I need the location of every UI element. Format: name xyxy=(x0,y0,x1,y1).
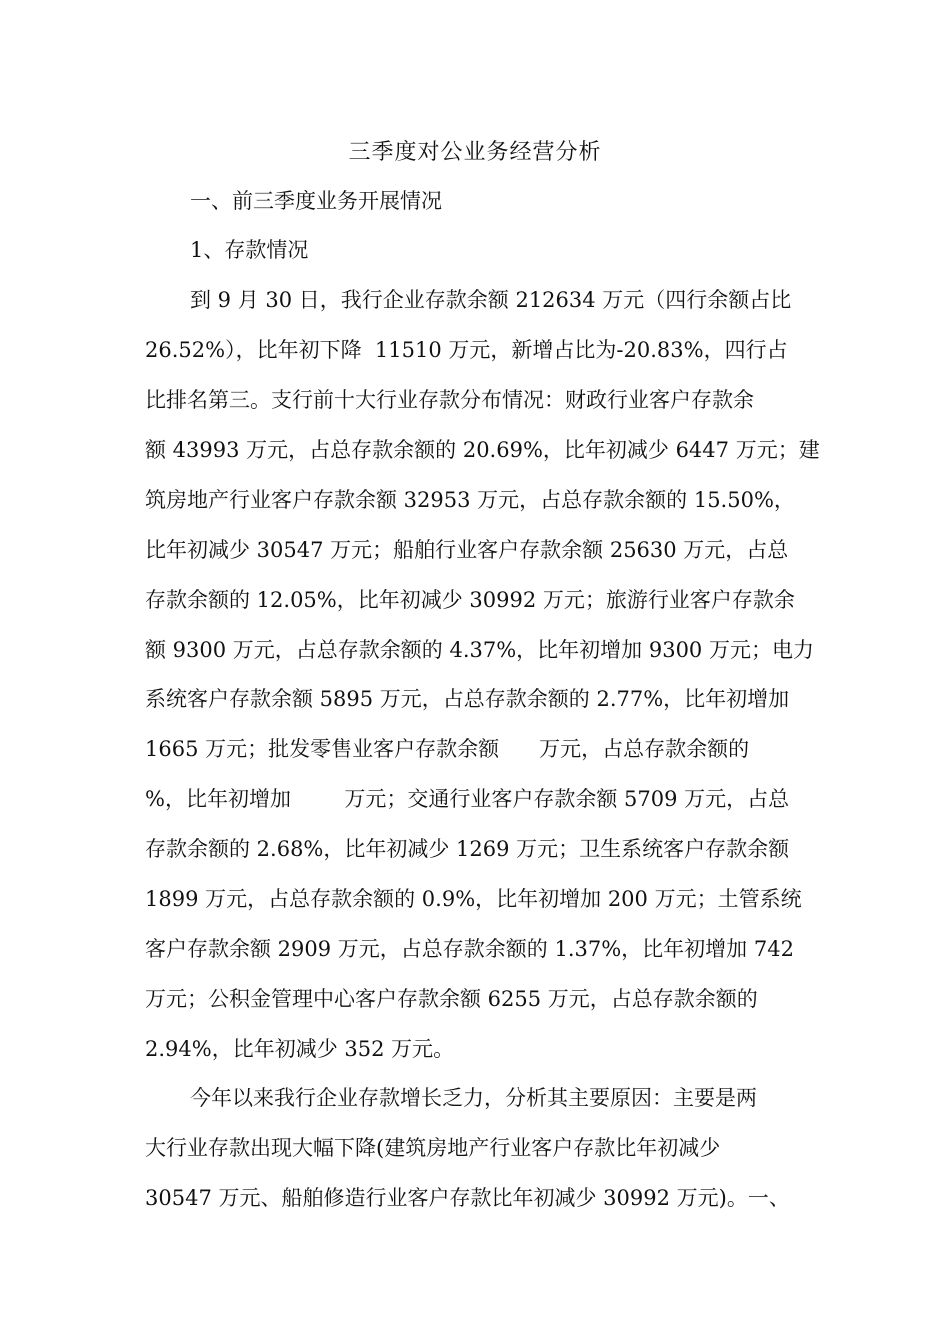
paragraph-line: 额 43993 万元，占总存款余额的 20.69%，比年初减少 6447 万元；建 xyxy=(145,438,820,462)
paragraph-line: 大行业存款出现大幅下降(建筑房地产行业客户存款比年初减少 xyxy=(145,1136,721,1160)
paragraph-line: 筑房地产行业客户存款余额 32953 万元，占总存款余额的 15.50%， xyxy=(145,488,795,512)
document-title: 三季度对公业务经营分析 xyxy=(348,140,602,165)
paragraph-line: 万元；公积金管理中心客户存款余额 6255 万元，占总存款余额的 xyxy=(145,987,758,1011)
paragraph-line: 额 9300 万元，占总存款余额的 4.37%，比年初增加 9300 万元；电力 xyxy=(145,638,814,662)
paragraph-line: %，比年初增加 万元；交通行业客户存款余额 5709 万元，占总 xyxy=(145,787,790,811)
paragraph-line: 系统客户存款余额 5895 万元，占总存款余额的 2.77%，比年初增加 xyxy=(145,687,790,711)
paragraph-line: 1899 万元，占总存款余额的 0.9%，比年初增加 200 万元；土管系统 xyxy=(145,887,802,911)
paragraph-line: 26.52%），比年初下降 11510 万元，新增占比为-20.83%，四行占 xyxy=(145,338,788,362)
paragraph-line: 2.94%，比年初减少 352 万元。 xyxy=(145,1037,455,1061)
paragraph-line: 存款余额的 12.05%，比年初减少 30992 万元；旅游行业客户存款余 xyxy=(145,588,795,612)
paragraph-line: 到 9 月 30 日，我行企业存款余额 212634 万元（四行余额占比 xyxy=(190,288,792,312)
subsection-heading: 1、存款情况 xyxy=(190,238,309,262)
paragraph-line: 1665 万元；批发零售业客户存款余额 万元，占总存款余额的 xyxy=(145,737,750,761)
paragraph-line: 客户存款余额 2909 万元，占总存款余额的 1.37%，比年初增加 742 xyxy=(145,937,794,961)
paragraph-line: 比排名第三。支行前十大行业存款分布情况：财政行业客户存款余 xyxy=(145,388,754,412)
paragraph-line: 比年初减少 30547 万元；船舶行业客户存款余额 25630 万元，占总 xyxy=(145,538,789,562)
paragraph-line: 今年以来我行企业存款增长乏力，分析其主要原因：主要是两 xyxy=(190,1086,757,1110)
paragraph-line: 30547 万元、船舶修造行业客户存款比年初减少 30992 万元)。一、 xyxy=(145,1186,790,1210)
section-heading: 一、前三季度业务开展情况 xyxy=(190,189,442,213)
paragraph-line: 存款余额的 2.68%，比年初减少 1269 万元；卫生系统客户存款余额 xyxy=(145,837,790,861)
